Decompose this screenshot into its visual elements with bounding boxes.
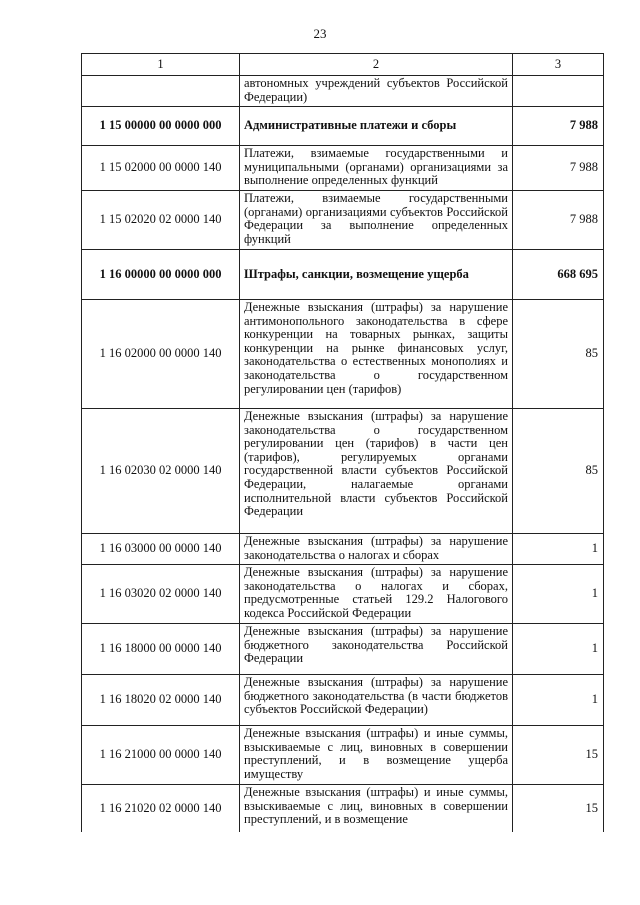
- row-amount: 1: [513, 675, 604, 726]
- row-amount: 7 988: [513, 146, 604, 191]
- row-amount: [513, 76, 604, 107]
- column-header-code: 1: [82, 54, 240, 76]
- table-row: [82, 191, 604, 250]
- row-name: Платежи, взимаемые государственными и муниципальными (органами) организациями за выполнение определенных функций: [240, 146, 513, 191]
- row-name: Денежные взыскания (штрафы) и иные суммы, взыскиваемые с лиц, виновных в совершении преступлений, и в возмещение ущерба имуществу: [240, 726, 513, 785]
- table-row: [82, 624, 604, 675]
- row-name: Административные платежи и сборы: [240, 107, 513, 146]
- row-name: Денежные взыскания (штрафы) за нарушение законодательства о государственном регулировании цен (тарифов) в части цен (тарифов), регулируемых органами государственной власти субъектов Российской Федерации, налагаемые органами исполнительной власти субъектов Российской Федерации: [240, 409, 513, 534]
- row-name: Денежные взыскания (штрафы) и иные суммы, взыскиваемые с лиц, виновных в совершении преступлений, и в возмещение: [240, 785, 513, 833]
- row-name: Денежные взыскания (штрафы) за нарушение законодательства о налогах и сборах: [240, 534, 513, 565]
- row-amount: 668 695: [513, 250, 604, 300]
- row-code: 1 15 00000 00 0000 000: [82, 107, 240, 146]
- row-code: 1 15 02020 02 0000 140: [82, 191, 240, 250]
- row-amount: 1: [513, 624, 604, 675]
- row-name: Платежи, взимаемые государственными (органами) организациями субъектов Российской Федерации за выполнение определенных функций: [240, 191, 513, 250]
- row-code: [82, 76, 240, 107]
- row-name: Денежные взыскания (штрафы) за нарушение бюджетного законодательства (в части бюджетов субъектов Российской Федерации): [240, 675, 513, 726]
- row-code: 1 16 18020 02 0000 140: [82, 675, 240, 726]
- table-row: [82, 565, 604, 624]
- table-row: [82, 146, 604, 191]
- row-name: Денежные взыскания (штрафы) за нарушение бюджетного законодательства Российской Федерации: [240, 624, 513, 675]
- row-name: Денежные взыскания (штрафы) за нарушение законодательства о налогах и сборах, предусмотренные статьей 129.2 Налогового кодекса Российской Федерации: [240, 565, 513, 624]
- table-row: [82, 726, 604, 785]
- table-row: [82, 76, 604, 107]
- row-amount: 7 988: [513, 191, 604, 250]
- row-amount: 15: [513, 726, 604, 785]
- column-header-amount: 3: [513, 54, 604, 76]
- budget-revenue-table: [81, 53, 604, 832]
- row-amount: 1: [513, 565, 604, 624]
- table-row-section: [82, 107, 604, 146]
- row-name: Денежные взыскания (штрафы) за нарушение антимонопольного законодательства в сфере конкуренции на товарных рынках, защиты конкуренции на рынке финансовых услуг, законодательства о естественных монополиях и законодательства о государственном регулировании цен (тарифов): [240, 300, 513, 409]
- row-code: 1 16 21020 02 0000 140: [82, 785, 240, 833]
- table-row: [82, 409, 604, 534]
- table-row: [82, 675, 604, 726]
- table-header-row: [82, 54, 604, 76]
- table-row: [82, 785, 604, 833]
- row-amount: 7 988: [513, 107, 604, 146]
- row-amount: 85: [513, 409, 604, 534]
- row-code: 1 16 18000 00 0000 140: [82, 624, 240, 675]
- page-number: 23: [313, 26, 327, 41]
- row-code: 1 16 03020 02 0000 140: [82, 565, 240, 624]
- row-name: автономных учреждений субъектов Российской Федерации): [240, 76, 513, 107]
- row-code: 1 16 03000 00 0000 140: [82, 534, 240, 565]
- row-name: Штрафы, санкции, возмещение ущерба: [240, 250, 513, 300]
- table-row-section: [82, 250, 604, 300]
- table-row: [82, 300, 604, 409]
- row-code: 1 15 02000 00 0000 140: [82, 146, 240, 191]
- row-amount: 85: [513, 300, 604, 409]
- row-amount: 1: [513, 534, 604, 565]
- row-code: 1 16 00000 00 0000 000: [82, 250, 240, 300]
- row-amount: 15: [513, 785, 604, 833]
- row-code: 1 16 21000 00 0000 140: [82, 726, 240, 785]
- row-code: 1 16 02000 00 0000 140: [82, 300, 240, 409]
- table-row: [82, 534, 604, 565]
- row-code: 1 16 02030 02 0000 140: [82, 409, 240, 534]
- column-header-name: 2: [240, 54, 513, 76]
